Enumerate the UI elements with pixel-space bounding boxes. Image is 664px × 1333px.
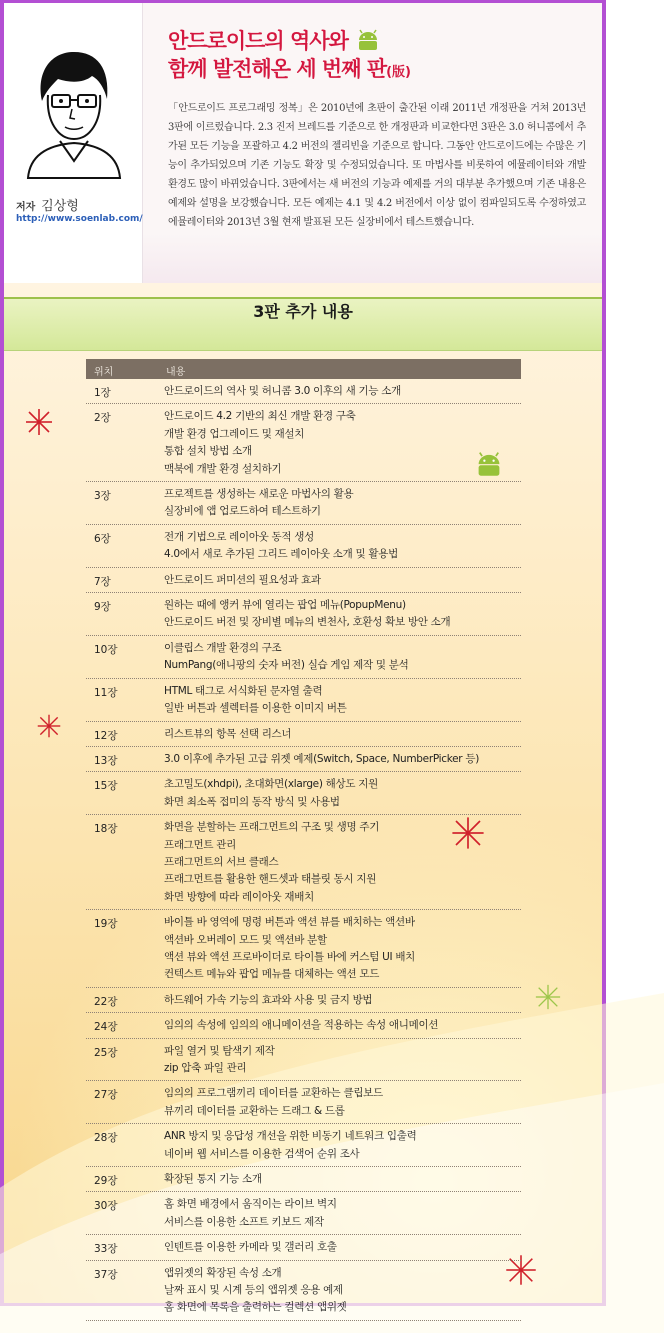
content-items: [164, 572, 521, 589]
content-item: 화면 최소폭 접미의 동작 방식 및 사용법: [164, 795, 340, 808]
content-item: 날짜 표시 및 시계 등의 앱위젯 응용 예제: [164, 1284, 343, 1297]
table-row: [86, 772, 521, 815]
table-row: [86, 1013, 521, 1038]
content-item: 홈 화면에 목록을 출력하는 컬렉션 앱위젯: [164, 1301, 347, 1314]
chapter-label: 24장: [94, 1021, 118, 1034]
chapter-label: 18장: [94, 823, 118, 836]
firework-icon: [24, 407, 54, 437]
content-item: 개발 환경 업그레이드 및 재설치: [164, 427, 305, 440]
content-item: 확장된 통지 기능 소개: [164, 1173, 262, 1186]
content-items: [164, 640, 521, 675]
table-row: [86, 593, 521, 636]
header-content: 내용: [166, 367, 186, 378]
content-item: 임의의 프로그램끼리 데이터를 교환하는 클립보드: [164, 1087, 383, 1100]
content-items: [164, 408, 521, 478]
content-item: 프로젝트를 생성하는 새로운 마법사의 활용: [164, 488, 354, 501]
table-row: [86, 910, 521, 988]
content-item: 화면을 분할하는 프래그먼트의 구조 및 생명 주기: [164, 821, 380, 834]
content-item: 파일 열거 및 탐색기 제작: [164, 1044, 275, 1057]
content-item: 안드로이드의 역사 및 허니콤 3.0 이후의 새 기능 소개: [164, 385, 401, 397]
chapter-label: 6장: [94, 532, 111, 545]
content-items: [164, 1265, 521, 1317]
table-row: [86, 379, 521, 404]
table-row: [86, 1039, 521, 1082]
content-item: 화면 방향에 따라 레이아웃 재배치: [164, 890, 314, 903]
author-name: [16, 195, 79, 214]
content-item: 바이틀 바 영역에 명령 버튼과 액션 뷰를 배치하는 액션바: [164, 916, 415, 929]
table-row: [86, 722, 521, 747]
chapter-label: 33장: [94, 1243, 118, 1256]
table-row: [86, 988, 521, 1013]
chapter-label: 27장: [94, 1089, 118, 1102]
table-row: [86, 1081, 521, 1124]
chapter-label: 25장: [94, 1046, 118, 1059]
chapter-label: 19장: [94, 918, 118, 931]
content-items: [164, 383, 521, 400]
content-item: 하드웨어 가속 기능의 효과와 사용 및 금지 방법: [164, 993, 373, 1006]
content-item: 서비스를 이용한 소프트 키보드 제작: [164, 1215, 324, 1228]
content-items: [164, 1043, 521, 1078]
content-item: 인텐트를 이용한 카메라 및 갤러리 호출: [164, 1241, 337, 1254]
table-row: [86, 679, 521, 722]
content-item: 안드로이드 버전 및 장비별 메뉴의 변천사, 호환성 확보 방안 소개: [164, 616, 451, 629]
additions-section: [4, 283, 602, 1314]
content-item: ANR 방지 및 응답성 개선을 위한 비동기 네트워크 입출력: [164, 1130, 417, 1143]
content-items: [164, 914, 521, 984]
content-item: 4.0에서 새로 추가된 그리드 레이아웃 소개 및 활용법: [164, 548, 398, 561]
content-item: 액션바 오버레이 모드 및 액션바 분할: [164, 933, 327, 946]
content-item: 3.0 이후에 추가된 고급 위젯 예제(Switch, Space, NumberPicker 등): [164, 752, 479, 765]
content-item: 안드로이드 퍼미션의 필요성과 효과: [164, 573, 321, 586]
chapter-label: 10장: [94, 643, 118, 656]
firework-icon: [36, 713, 62, 739]
chapter-label: 22장: [94, 995, 118, 1008]
chapter-label: 1장: [94, 387, 111, 399]
table-row: [86, 1124, 521, 1167]
table-row: [86, 747, 521, 772]
table-row: [86, 636, 521, 679]
content-item: 이클립스 개발 환경의 구조: [164, 641, 282, 654]
chapter-label: 13장: [94, 754, 118, 767]
table-row: [86, 482, 521, 525]
chapter-label: 2장: [94, 412, 111, 425]
content-item: 프래그먼트의 서브 클래스: [164, 855, 279, 868]
content-items: [164, 683, 521, 718]
additions-table: [86, 359, 521, 1321]
chapter-label: 12장: [94, 729, 118, 742]
content-items: [164, 726, 521, 743]
table-row: [86, 568, 521, 593]
content-item: 프래그먼트 관리: [164, 838, 236, 851]
content-item: 맥북에 개발 환경 설치하기: [164, 462, 282, 475]
table-row: [86, 1167, 521, 1192]
intro-paragraph: 「안드로이드 프로그래밍 정복」은 2010년에 초판이 출간된 이래 2011년 개정판을 거쳐 2013년 3판에 이르렀습니다. 2.3 진저 브레드를 기준으로 한 개정판과 비교한다면 3판은 3.0 허니콤에서 추가된 모든 기능을 포괄하고 4.2 버전의 젤리빈을 기준으로 합니다. 그동안 안드로이드에는 수많은 기능이 추가되었으며 기존 기능도 확장 및 수정되었습니다. 또 마법사를 비롯하여 에뮬레이터와 개발 환경도 많이 바뀌었습니다. 3판에서는 새 버전의 기능과 예제를 거의 대부분 추가했으며 기존 내용은 예제와 설명을 보강했습니다. 모든 예제는 4.1 및 4.2 버전에서 이상 없이 컴파일되도록 수정하였고 에뮬레이터와 2013년 3월 현재 발표된 모든 실장비에서 테스트했습니다.: [168, 103, 586, 228]
content-item: 전개 기법으로 레이아웃 동적 생성: [164, 530, 314, 543]
content-items: [164, 819, 521, 906]
author-name-text: 김상형: [41, 199, 79, 214]
chapter-label: 30장: [94, 1200, 118, 1213]
author-panel: [4, 3, 143, 283]
chapter-label: 15장: [94, 780, 118, 793]
firework-icon: [534, 983, 562, 1011]
table-row: [86, 1235, 521, 1260]
content-item: 임의의 속성에 임의의 애니메이션을 적용하는 속성 애니메이션: [164, 1019, 439, 1032]
table-row: [86, 404, 521, 482]
table-row: [86, 815, 521, 910]
section-title: 3판 추가 내용: [253, 302, 353, 321]
content-items: [164, 1128, 521, 1163]
content-item: 네이버 웹 서비스를 이용한 검색어 순위 조사: [164, 1147, 360, 1160]
content-items: [164, 486, 521, 521]
content-item: 액션 뷰와 액션 프로바이더로 타이틀 바에 커스텀 UI 배치: [164, 950, 416, 963]
content-items: [164, 1017, 521, 1034]
author-label: 저자: [16, 202, 36, 213]
chapter-label: 29장: [94, 1175, 118, 1188]
content-item: 원하는 때에 앵커 뷰에 열리는 팝업 메뉴(PopupMenu): [164, 599, 406, 612]
author-portrait: [14, 43, 134, 178]
headline-suffix: (版): [386, 65, 411, 80]
content-item: 앱위젯의 확장된 속성 소개: [164, 1266, 282, 1279]
content-items: [164, 597, 521, 632]
content-item: 홈 화면 배경에서 움직이는 라이브 벽지: [164, 1198, 337, 1211]
content-item: 초고밀도(xhdpi), 초대화면(xlarge) 해상도 지원: [164, 778, 378, 791]
headline-line1: 안드로이드의 역사와: [168, 29, 348, 53]
content-item: HTML 태그로 서식화된 문자열 출력: [164, 684, 323, 697]
content-items: [164, 529, 521, 564]
chapter-label: 3장: [94, 490, 111, 503]
author-section: [4, 3, 602, 283]
content-items: [164, 1239, 521, 1256]
author-url[interactable]: http://www.soenlab.com/: [16, 214, 143, 224]
headline-line2: [168, 55, 411, 87]
table-body: [86, 379, 521, 1321]
content-items: [164, 992, 521, 1009]
table-header: [86, 359, 521, 379]
android-icon: [355, 27, 381, 51]
content-items: [164, 751, 521, 768]
content-item: 뷰끼리 데이터를 교환하는 드래그 & 드롭: [164, 1104, 345, 1117]
content-item: 일반 버튼과 셀렉터를 이용한 이미지 버튼: [164, 702, 347, 715]
table-row: [86, 1261, 521, 1321]
chapter-label: 9장: [94, 601, 111, 614]
header-position: 위치: [94, 367, 114, 378]
headline-line2-text: 함께 발전해온 세 번째 판: [168, 57, 387, 81]
chapter-label: 11장: [94, 686, 118, 699]
content-items: [164, 776, 521, 811]
content-item: 실장비에 앱 업로드하여 테스트하기: [164, 505, 321, 518]
content-item: 리스트뷰의 항목 선택 리스너: [164, 727, 292, 740]
table-row: [86, 525, 521, 568]
chapter-label: 37장: [94, 1268, 118, 1281]
content-item: zip 압축 파일 관리: [164, 1062, 247, 1074]
content-items: [164, 1085, 521, 1120]
content-item: 통합 설치 방법 소개: [164, 445, 252, 458]
content-item: 프래그먼트를 활용한 핸드셋과 태블릿 동시 지원: [164, 873, 377, 886]
chapter-label: 28장: [94, 1132, 118, 1145]
table-row: [86, 1192, 521, 1235]
content-item: 안드로이드 4.2 기반의 최신 개발 환경 구축: [164, 410, 356, 423]
content-item: 컨텍스트 메뉴와 팝업 메뉴를 대체하는 액션 모드: [164, 968, 380, 981]
content-item: NumPang(애니팡의 숫자 버전) 실습 게임 제작 및 분석: [164, 659, 409, 672]
content-items: [164, 1171, 521, 1188]
content-items: [164, 1196, 521, 1231]
chapter-label: 7장: [94, 575, 111, 588]
